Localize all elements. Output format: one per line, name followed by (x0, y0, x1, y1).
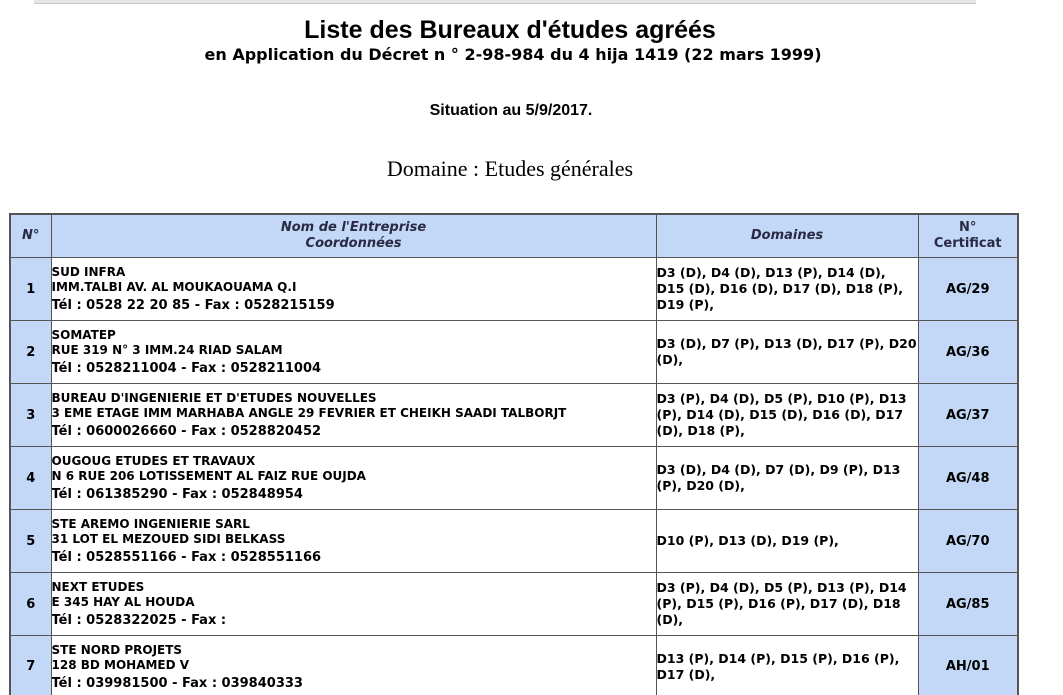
column-header-coordinates: Coordonnées (305, 236, 402, 251)
page-subtitle: en Application du Décret n ° 2-98-984 du 4 hija 1419 (22 mars 1999) (204, 45, 822, 64)
row-number: 1 (10, 258, 51, 321)
table-row (10, 258, 1018, 321)
column-header-certificate-label: Certificat (933, 236, 1002, 251)
company-name: OUGOUG ETUDES ET TRAVAUX (51, 454, 256, 468)
company-contact: Tél : 0528551166 - Fax : 0528551166 (51, 550, 322, 565)
bureaux-table (9, 213, 1019, 695)
domains-cell: D13 (P), D14 (P), D15 (P), D16 (P), D17 (D), (656, 636, 918, 695)
table-row (10, 321, 1018, 384)
company-address: 31 LOT EL MEZOUED SIDI BELKASS (51, 532, 286, 546)
certificate-number: AG/36 (918, 321, 1018, 384)
domains-cell: D10 (P), D13 (D), D19 (P), (656, 510, 918, 573)
company-cell (51, 321, 656, 384)
domain-heading: Domaine : Etudes générales (386, 156, 634, 181)
certificate-number: AG/85 (918, 573, 1018, 636)
row-number: 7 (10, 636, 51, 695)
company-cell (51, 573, 656, 636)
table-row (10, 510, 1018, 573)
situation-date: Situation au 5/9/2017. (429, 102, 593, 119)
company-address: IMM.TALBI AV. AL MOUKAOUAMA Q.I (51, 280, 297, 294)
certificate-number: AG/29 (918, 258, 1018, 321)
company-name: SUD INFRA (51, 265, 126, 279)
certificate-number: AG/48 (918, 447, 1018, 510)
company-name: BUREAU D'INGENIERIE ET D'ETUDES NOUVELLES (51, 391, 377, 405)
domains-cell: D3 (P), D4 (D), D5 (P), D10 (P), D13 (P), D14 (D), D15 (D), D16 (D), D17 (D), D18 (P), (656, 384, 918, 447)
company-cell (51, 510, 656, 573)
company-cell (51, 636, 656, 695)
company-cell (51, 258, 656, 321)
company-address: E 345 HAY AL HOUDA (51, 595, 195, 609)
page-title: Liste des Bureaux d'études agréés (304, 16, 716, 44)
domains-cell: D3 (D), D4 (D), D7 (D), D9 (P), D13 (P), D20 (D), (656, 447, 918, 510)
company-name: NEXT ETUDES (51, 580, 145, 594)
company-contact: Tél : 039981500 - Fax : 039840333 (51, 675, 303, 691)
table-row (10, 447, 1018, 510)
column-header-certificate (918, 214, 1018, 258)
company-address: 128 BD MOHAMED V (51, 657, 190, 672)
company-contact: Tél : 0528 22 20 85 - Fax : 0528215159 (51, 298, 335, 313)
company-contact: Tél : 061385290 - Fax : 052848954 (51, 487, 303, 502)
certificate-number: AH/01 (918, 636, 1018, 695)
domains-cell: D3 (D), D4 (D), D13 (P), D14 (D), D15 (D), D16 (D), D17 (D), D18 (P), D19 (P), (656, 258, 918, 321)
certificate-number: AG/37 (918, 384, 1018, 447)
company-address: N 6 RUE 206 LOTISSEMENT AL FAIZ RUE OUJDA (51, 469, 366, 483)
column-header-certificate-number: N° (959, 220, 977, 235)
company-address: 3 EME ETAGE IMM MARHABA ANGLE 29 FEVRIER ET CHEIKH SAADI TALBORJT (51, 406, 567, 420)
row-number: 6 (10, 573, 51, 636)
column-header-company-name: Nom de l'Entreprise (280, 220, 427, 235)
company-name: STE AREMO INGENIERIE SARL (51, 517, 250, 531)
company-contact: Tél : 0528322025 - Fax : (51, 613, 227, 628)
company-contact: Tél : 0600026660 - Fax : 0528820452 (51, 424, 322, 439)
company-cell (51, 384, 656, 447)
table-row (10, 636, 1018, 695)
domains-cell: D3 (P), D4 (D), D5 (P), D13 (P), D14 (P), D15 (P), D16 (P), D17 (D), D18 (D), (656, 573, 918, 636)
row-number: 5 (10, 510, 51, 573)
top-divider (34, 0, 976, 4)
company-name: STE NORD PROJETS (51, 642, 183, 657)
column-header-company (51, 214, 656, 258)
table-row (10, 573, 1018, 636)
row-number: 3 (10, 384, 51, 447)
row-number: 2 (10, 321, 51, 384)
table-header-row (10, 214, 1018, 258)
company-name: SOMATEP (51, 328, 116, 342)
company-address: RUE 319 N° 3 IMM.24 RIAD SALAM (51, 343, 283, 357)
row-number: 4 (10, 447, 51, 510)
certificate-number: AG/70 (918, 510, 1018, 573)
column-header-number: N° (10, 214, 51, 258)
domains-cell: D3 (D), D7 (P), D13 (D), D17 (P), D20 (D), (656, 321, 918, 384)
company-cell (51, 447, 656, 510)
table-row (10, 384, 1018, 447)
company-contact: Tél : 0528211004 - Fax : 0528211004 (51, 361, 322, 376)
column-header-domains: Domaines (656, 214, 918, 258)
